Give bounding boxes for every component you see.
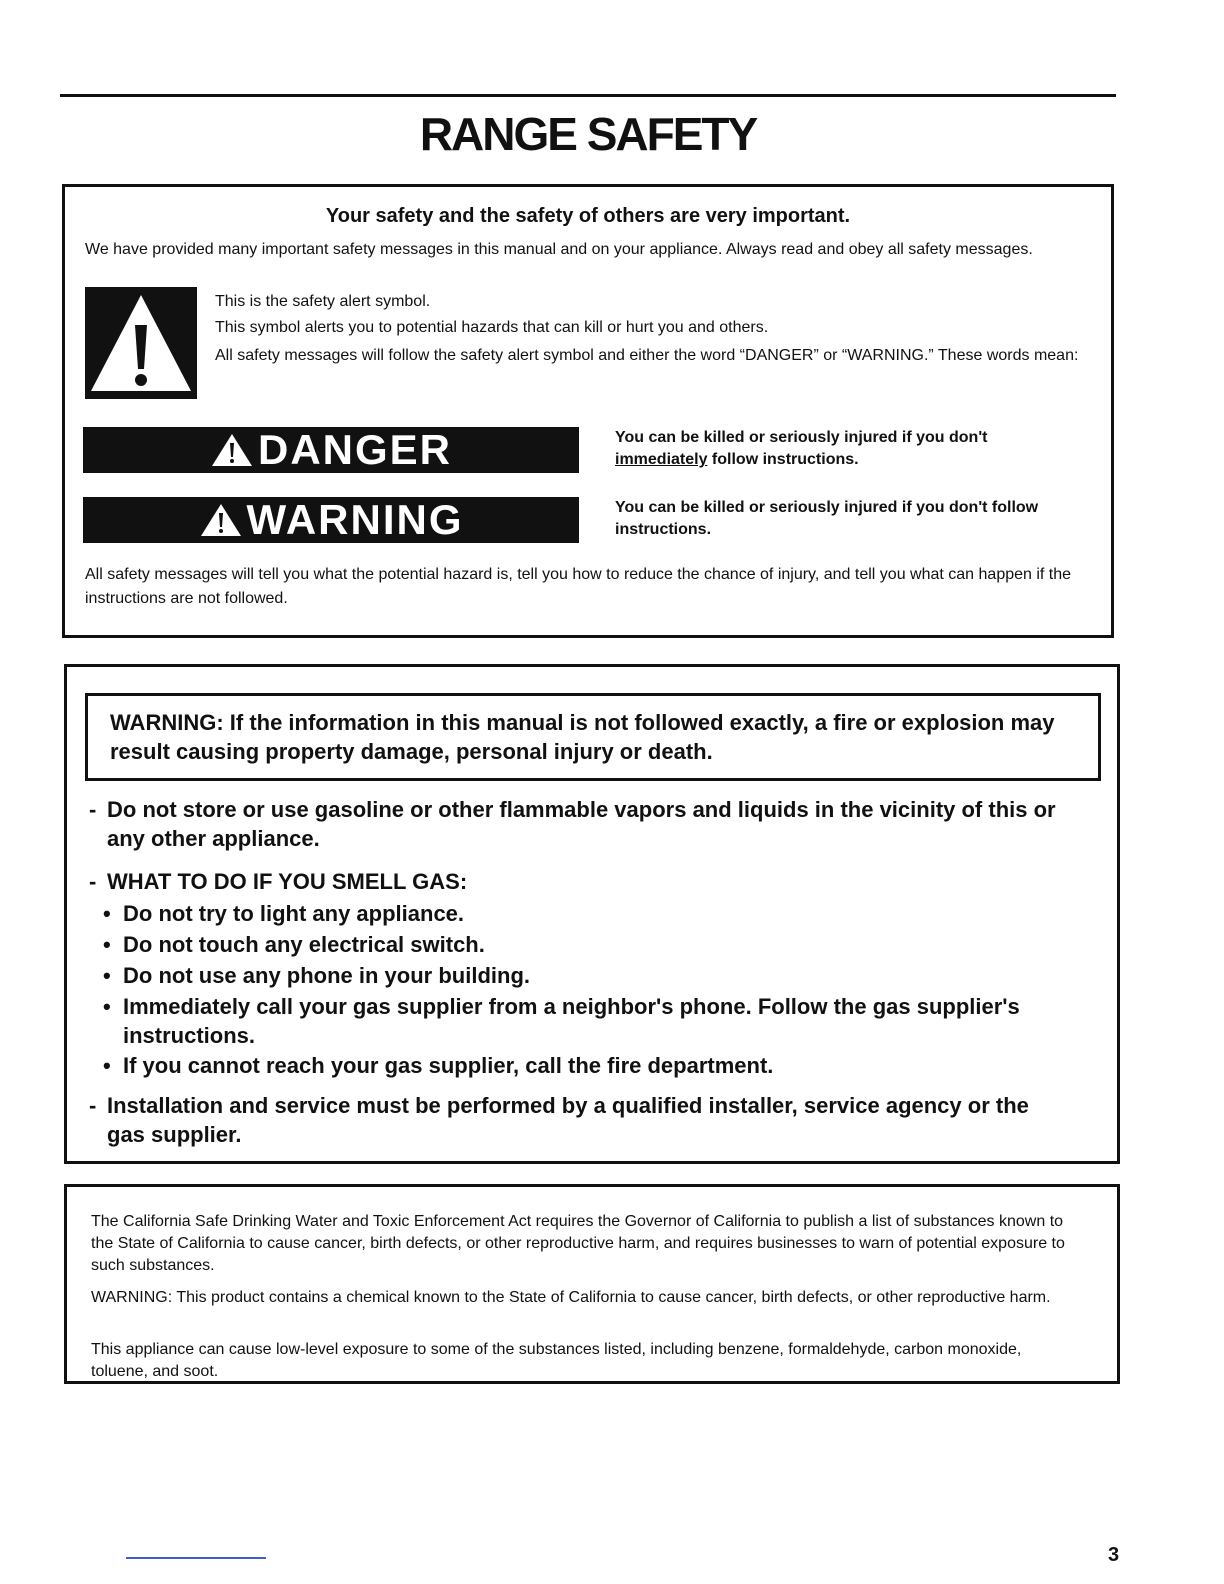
dash-marker: - — [89, 797, 97, 822]
bullet-marker: • — [103, 1053, 111, 1078]
california-paragraph: WARNING: This product contains a chemical known to the State of California to cause cancer, birth defects, or other reproductive harm. — [91, 1289, 1051, 1306]
page-number: 3 — [1108, 1544, 1120, 1566]
warning-description: You can be killed or seriously injured if you don't follow instructions. — [615, 499, 1039, 538]
safety-intro-text: We have provided many important safety messages in this manual and on your appliance. Always read and obey all safety messages. — [85, 241, 1033, 258]
installation-item: Installation and service must be performed by a qualified installer, service agency or the gas supplier. — [107, 1093, 1029, 1147]
list-item — [89, 795, 1099, 855]
safety-heading: Your safety and the safety of others are very important. — [325, 205, 851, 227]
safety-alert-icon — [85, 287, 197, 399]
california-notice-box — [64, 1184, 1120, 1384]
dash-marker: - — [89, 1093, 97, 1118]
bullet-marker: • — [103, 901, 111, 926]
danger-desc-emphasis: immediately — [615, 451, 708, 468]
warning-signal-banner — [83, 497, 579, 543]
safety-outro-text: All safety messages will tell you what the potential hazard is, tell you how to reduce the chance of injury, and tell you what can happen if the instructions are not followed. — [85, 566, 1072, 607]
footer-rule — [126, 1557, 266, 1559]
page-title: RANGE SAFETY — [419, 108, 757, 160]
top-rule — [60, 94, 1116, 97]
danger-label: DANGER — [257, 426, 452, 473]
bullet-marker: • — [103, 932, 111, 957]
fire-explosion-warning: WARNING: If the information in this manual is not followed exactly, a fire or explosion may result causing property damage, personal injury or death. — [110, 710, 1055, 764]
california-paragraph: This appliance can cause low-level exposure to some of the substances listed, including benzene, formaldehyde, carbon monoxide, toluene, and soot. — [91, 1341, 1022, 1380]
sub-item-text: Do not try to light any appliance. — [123, 901, 465, 926]
symbol-explanation — [215, 289, 1085, 367]
smell-gas-heading: WHAT TO DO IF YOU SMELL GAS: — [107, 869, 468, 894]
fire-explosion-warning-box — [85, 693, 1101, 781]
danger-signal-banner — [83, 427, 579, 473]
symbol-line: This symbol alerts you to potential hazards that can kill or hurt you and others. — [215, 319, 769, 336]
safety-intro-box — [62, 184, 1114, 638]
danger-alert-icon — [210, 432, 254, 468]
symbol-line: All safety messages will follow the safety alert symbol and either the word “DANGER” or “WARNING.” These words mean: — [215, 347, 1079, 364]
sub-item-text: Immediately call your gas supplier from a neighbor's phone. Follow the gas supplier's instructions. — [123, 994, 1020, 1048]
symbol-line: This is the safety alert symbol. — [215, 293, 431, 310]
sub-item-text: Do not use any phone in your building. — [123, 963, 530, 988]
sub-item-text: Do not touch any electrical switch. — [123, 932, 485, 957]
gas-warning-box — [64, 664, 1120, 1164]
warning-alert-icon — [199, 502, 243, 538]
california-paragraph: The California Safe Drinking Water and Toxic Enforcement Act requires the Governor of California to publish a list of substances known to the State of California to cause cancer, birth defects, or other reproductive harm, and requires businesses to warn of potential exposure to such substances. — [91, 1213, 1065, 1274]
danger-description — [615, 427, 1095, 471]
sub-item-text: If you cannot reach your gas supplier, call the fire department. — [123, 1053, 774, 1078]
danger-desc-line1: You can be killed or seriously injured if you don't — [615, 429, 988, 446]
bullet-marker: • — [103, 963, 111, 988]
flammable-vapors-item: Do not store or use gasoline or other flammable vapors and liquids in the vicinity of this or any other appliance. — [107, 797, 1056, 851]
dash-marker: - — [89, 869, 97, 894]
bullet-marker: • — [103, 994, 111, 1019]
warning-label: WARNING — [246, 496, 464, 543]
danger-desc-line2: follow instructions. — [707, 451, 859, 468]
